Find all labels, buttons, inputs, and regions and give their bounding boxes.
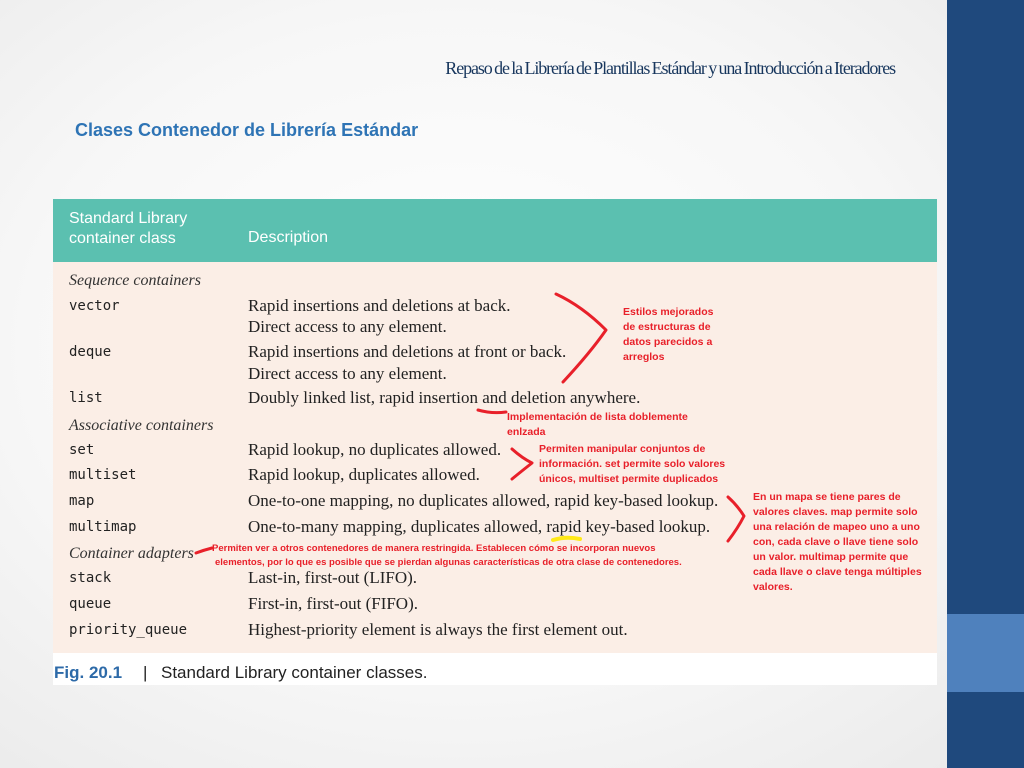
slide-title: Repaso de la Librería de Plantillas Estándar y una Introducción a Iteradores (445, 58, 895, 78)
container-description: Rapid lookup, no duplicates allowed. (248, 440, 502, 459)
annotation-line: cada llave o clave tenga múltiples (753, 566, 922, 578)
container-description: Doubly linked list, rapid insertion and deletion anywhere. (248, 388, 641, 407)
table-row (53, 593, 937, 617)
container-description: Rapid insertions and deletions at back. (248, 296, 511, 315)
figure-label: Fig. 20.1 (54, 663, 123, 682)
container-description: Direct access to any element. (248, 317, 447, 336)
figure-caption (53, 661, 937, 685)
caption-text: Standard Library container classes. (161, 663, 428, 682)
section-row (53, 270, 937, 294)
container-name: list (69, 390, 103, 406)
annotation-line: enlzada (507, 426, 546, 438)
section-label: Container adapters (69, 545, 194, 562)
annotation-adapters (212, 542, 682, 570)
annotation-sequence (623, 305, 713, 365)
container-description: Rapid lookup, duplicates allowed. (248, 465, 480, 484)
sidebar-accent-light (947, 614, 1024, 692)
table-row (53, 387, 937, 411)
annotation-line: una relación de mapeo uno a uno (753, 521, 920, 533)
container-name: set (69, 442, 95, 458)
container-description: One-to-one mapping, no duplicates allowed, rapid key-based lookup. (248, 491, 719, 510)
table-header (53, 199, 937, 262)
container-name: vector (69, 298, 120, 314)
container-description: First-in, first-out (FIFO). (248, 594, 418, 613)
container-name: stack (69, 570, 112, 586)
annotation-line: de estructuras de (623, 321, 711, 333)
annotation-line: valores claves. map permite solo (753, 506, 918, 518)
container-description: One-to-many mapping, duplicates allowed, rapid key-based lookup. (248, 517, 711, 536)
table-row (53, 464, 937, 488)
container-description: Rapid insertions and deletions at front or back. (248, 342, 567, 361)
container-description: Last-in, first-out (LIFO). (248, 568, 418, 587)
header-class-line2: container class (69, 230, 176, 247)
section-label: Sequence containers (69, 272, 201, 289)
annotation-line: Estilos mejorados (623, 306, 714, 318)
table-row-continuation (53, 316, 937, 340)
annotation-line: En un mapa se tiene pares de (753, 491, 901, 503)
annotation-list (507, 410, 688, 440)
annotation-line: un valor. multimap permite que (753, 551, 909, 563)
annotation-line: Permiten ver a otros contenedores de manera restringida. Establecen cómo se incorporan nuevos (212, 543, 656, 554)
annotation-line: Permiten manipular conjuntos de (539, 443, 706, 455)
table-row-continuation (53, 363, 937, 387)
annotation-map (753, 490, 922, 595)
container-name: map (69, 493, 95, 509)
slide-subtitle: Clases Contenedor de Librería Estándar (75, 120, 419, 140)
header-class-column (69, 209, 229, 249)
container-name: multiset (69, 467, 137, 483)
annotation-set (539, 442, 725, 487)
annotation-line: valores. (753, 581, 793, 593)
annotation-line: únicos, multiset permite duplicados (539, 473, 719, 485)
container-table-figure (53, 199, 937, 685)
table-row (53, 439, 937, 463)
table-row (53, 341, 937, 365)
annotation-line: con, cada clave o llave tiene solo (753, 536, 919, 548)
annotation-line: información. set permite solo valores (539, 458, 726, 470)
container-name: queue (69, 596, 112, 612)
caption-separator: | (143, 663, 148, 682)
container-name: multimap (69, 519, 137, 535)
container-name: deque (69, 344, 112, 360)
table-row (53, 619, 937, 643)
annotation-line: Implementación de lista doblemente (507, 411, 688, 423)
header-class-line1: Standard Library (69, 210, 188, 227)
section-row (53, 415, 937, 439)
section-label: Associative containers (69, 417, 214, 434)
annotation-line: elementos, por lo que es posible que se pierdan algunas características de otra clase de contenedores. (215, 557, 682, 568)
container-description: Highest-priority element is always the first element out. (248, 620, 628, 639)
annotation-line: arreglos (623, 351, 665, 363)
annotation-line: datos parecidos a (623, 336, 713, 348)
container-name: priority_queue (69, 622, 188, 638)
header-description-column: Description (248, 229, 329, 246)
container-description: Direct access to any element. (248, 364, 447, 383)
